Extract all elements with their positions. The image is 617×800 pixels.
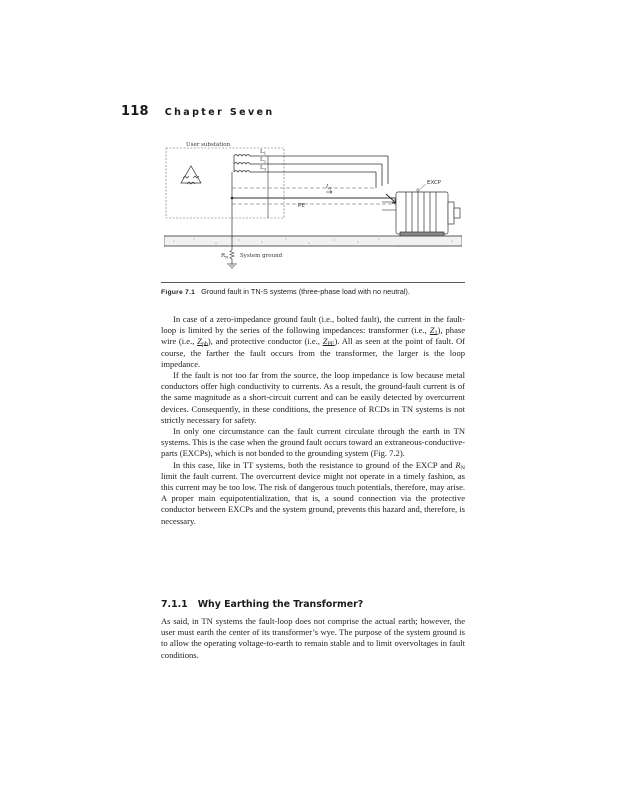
l3-label: $L_3$ <box>260 165 267 172</box>
fault-current-label: $I_G$ <box>326 184 332 191</box>
figure-caption-label: Figure 7.1 <box>161 289 196 296</box>
running-header <box>121 104 275 124</box>
l2-label: $L_2$ <box>260 157 267 164</box>
chapter-title: Chapter Seven <box>164 107 275 118</box>
zpe-symbol: $Z_{PE}$ <box>322 336 335 348</box>
rn-resistor <box>230 250 234 259</box>
phase-conductors <box>250 156 388 188</box>
figure-7-1 <box>164 140 462 270</box>
system-ground-label: System ground <box>240 253 283 259</box>
rn-symbol: R <box>455 459 461 470</box>
fault-current-path <box>232 188 400 204</box>
zph-symbol: $Z_{ph}$ <box>197 336 208 348</box>
section-number: 7.1.1 <box>161 599 188 610</box>
l1-label: $L_1$ <box>260 149 267 156</box>
section-body <box>161 616 465 661</box>
paragraph-3: In only one circumstance can the fault current circulate through the earth in TN systems. This is the case when the ground fault occurs toward an extraneous-conductive-parts (EXCPs), which is not bonded to the grounding system (Fig. 7.2). <box>161 426 465 459</box>
z1-symbol: $Z_1$ <box>429 325 438 337</box>
section-heading <box>161 599 363 610</box>
floor-ground <box>164 236 462 246</box>
figure-caption <box>161 287 471 296</box>
caption-rule <box>161 282 465 283</box>
figure-caption-text: Ground fault in TN-S systems (three-phase load with no neutral). <box>201 287 410 296</box>
rn-label: $R_N$ <box>221 253 229 260</box>
fault-current-arrow <box>326 191 332 194</box>
user-substation-label: User substation <box>186 142 231 148</box>
pe-label: PE <box>298 203 305 209</box>
section-title: Why Earthing the Transformer? <box>197 599 364 610</box>
page-number: 118 <box>121 104 149 119</box>
secondary-windings <box>232 155 250 199</box>
paragraph-1: In case of a zero-impedance ground fault (i.e., bolted fault), the current in the fault-loop is limited by the series of the following impedances: transformer (i.e., $Z_1$), phase wire (i.e., $Z_{ph}$), and protective conductor (i.e., $Z_{PE}$). All as seen at the point of fault. Of course, the farther the fault occurs from the transformer, the larger is the loop impedance. <box>161 314 466 369</box>
excp-label: EXCP <box>427 180 441 186</box>
paragraph-2: If the fault is not too far from the source, the loop impedance is low because metal conductors offer high conductivity to currents. As a result, the ground-fault current is of the same magnitude as a short-circuit current and can be easily detected by overcurrent devices. Consequently, in these conditions, the presence of RCDs in TN systems is not strictly necessary for safety. <box>161 370 465 425</box>
tn-s-fault-diagram <box>164 140 462 270</box>
delta-transformer <box>181 166 201 184</box>
excp-marker <box>417 189 419 191</box>
section-paragraph-1: As said, in TN systems the fault-loop does not comprise the actual earth; however, the user must earth the center of its transformer’s wye. The purpose of the system ground is to allow the operating voltage-to-earth to remain stable and to limit overvoltages in fault conditions. <box>161 616 465 660</box>
paragraph-4: In this case, like in TT systems, both the resistance to ground of the EXCP and $R_N$ limit the fault current. The overcurrent device might not operate in a timely fashion, as this current may be too low. The risk of dangerous touch potentials, therefore, may arise. A proper main equipotentialization, that is, a sound connection via the protective conductor between EXCPs and the system ground, prevents this hazard and, therefore, is necessary. <box>161 459 465 526</box>
body-text <box>161 314 465 527</box>
fault-arrow <box>386 194 396 203</box>
motor-load <box>396 192 460 238</box>
